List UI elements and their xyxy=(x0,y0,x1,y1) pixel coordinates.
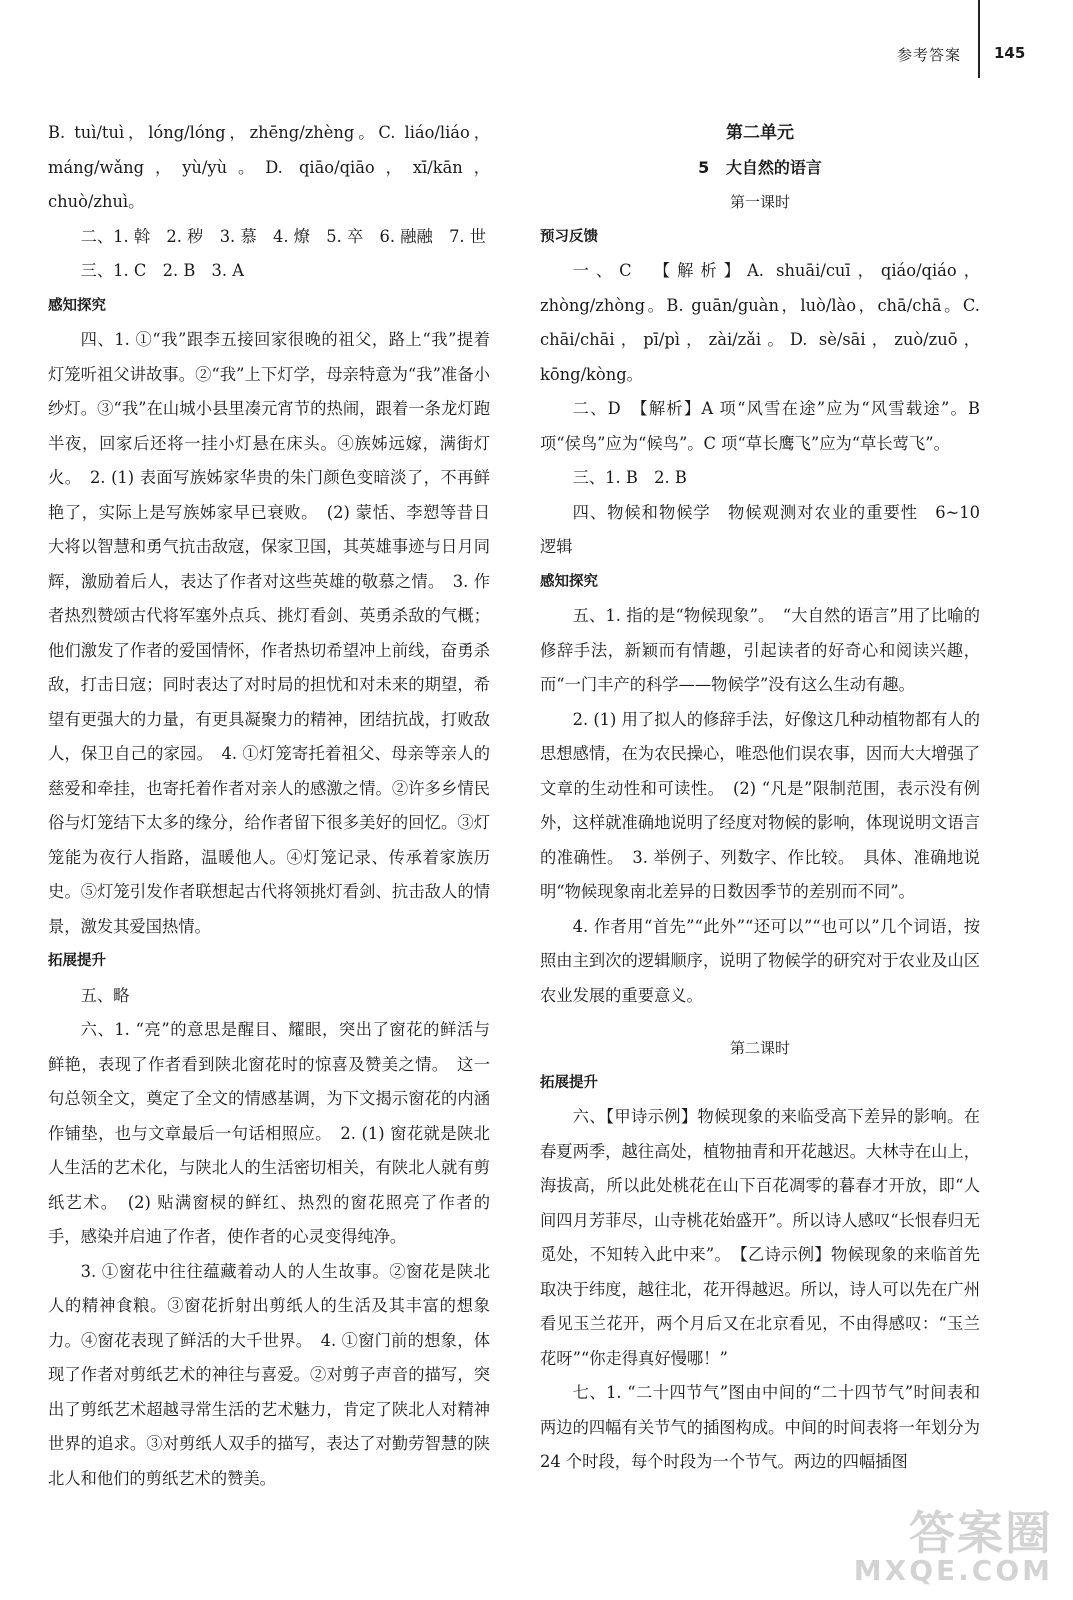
section-heading: 拓展提升 xyxy=(540,1074,598,1091)
watermark-logo xyxy=(813,1506,1053,1590)
section-heading: 感知探究 xyxy=(48,297,106,314)
answer-paragraph: B. tuì/tuì，lóng/lóng，zhēng/zhèng。C. liáo/liáo，máng/wǎng，yù/yù。D. qiāo/qiāo，xī/kān，chuò/zhuì。 xyxy=(48,123,490,211)
section-heading: 感知探究 xyxy=(540,573,598,590)
page-number: 145 xyxy=(994,44,1026,62)
left-column xyxy=(48,116,490,1496)
answer-paragraph: 四、1. ①“我”跟李五接回家很晚的祖父，路上“我”提着灯笼听祖父讲故事。②“我”上下灯学，母亲特意为“我”准备小纱灯。③“我”在山城小县里凑元宵节的热闹，跟着一条龙灯跑半夜，回家后还将一挂小灯悬在床头。④族姊远嫁，满街灯火。 2. (1) 表面写族姊家华贵的朱门颜色变暗淡了，不再鲜艳了，实际上是写族姊家早已衰败。 (2) 蒙恬、李愬等昔日大将以智慧和勇气抗击敌寇，保家卫国，其英雄事迹与日月同辉，激励着后人，表达了作者对这些英雄的敬慕之情。 3. 作者热烈赞颂古代将军塞外点兵、挑灯看剑、英勇杀敌的气概；他们激发了作者的爱国情怀，作者热切希望冲上前线，奋勇杀敌，打击日寇；同时表达了对时局的担忧和对未来的期望，希望有更强大的力量，有更具凝聚力的精神，团结抗战，打败敌人，保卫自己的家园。 4. ①灯笼寄托着祖父、母亲等亲人的慈爱和牵挂，也寄托着作者对亲人的感激之情。②许多乡情民俗与灯笼结下太多的缘分，给作者留下很多美好的回忆。③灯笼能为夜行人指路，温暖他人。④灯笼记录、传承着家族历史。⑤灯笼引发作者联想起古代将领挑灯看剑、抗击敌人的情景，激发其爱国热情。 xyxy=(48,330,490,936)
watermark-url: MXQE.COM xyxy=(853,1554,1053,1587)
answer-paragraph: 二、D 【解析】A 项“风雪在途”应为“风雪载途”。B 项“侯鸟”应为“候鸟”。C 项“草长鹰飞”应为“草长莺飞”。 xyxy=(540,399,980,453)
answer-paragraph: 七、1. “二十四节气”图由中间的“二十四节气”时间表和两边的四幅有关节气的插图构成。中间的时间表将一年划分为 24 个时段，每个时段为一个节气。两边的四幅插图 xyxy=(540,1383,980,1471)
answer-paragraph: 五、略 xyxy=(80,985,130,1005)
right-column xyxy=(540,116,997,1480)
section-heading: 预习反馈 xyxy=(540,228,598,245)
unit-title: 第二单元 xyxy=(726,123,794,143)
lesson-period: 第二课时 xyxy=(729,1039,790,1057)
answer-paragraph: 2. (1) 用了拟人的修辞手法，好像这几种动植物都有人的思想感情，在为农民操心，唯恐他们误农事，因而大大增强了文章的生动性和可读性。 (2) “凡是”限制范围，表示没有例外，这样就准确地说明了经度对物候的影响，体现说明文语言的准确性。 3. 举例子、列数字、作比较。 具体、准确地说明“物候现象南北差异的日数因季节的差别而不同”。 xyxy=(540,709,980,901)
answer-paragraph: 一、C 【解析】A. shuāi/cuī，qiáo/qiáo，zhòng/zhòng。B. guān/guàn，luò/lào，chā/chā。C. chāi/chāi，pī/pì，zài/zǎi。D. sè/sāi，zuò/zuō，kōng/kòng。 xyxy=(540,261,980,384)
answer-paragraph: 3. ①窗花中往往蕴藏着动人的人生故事。②窗花是陕北人的精神食粮。③窗花折射出剪纸人的生活及其丰富的想象力。④窗花表现了鲜活的大千世界。 4. ①窗门前的想象，体现了作者对剪纸艺术的神往与喜爱。②对剪子声音的描写，突出了剪纸艺术超越寻常生活的艺术魅力，肯定了陕北人对精神世界的追求。③对剪纸人双手的描写，表达了对勤劳智慧的陕北人和他们的剪纸艺术的赞美。 xyxy=(48,1261,490,1488)
lesson-number: 5 xyxy=(698,157,710,177)
answer-paragraph: 四、物候和物候学 物候观测对农业的重要性 6~10 逻辑 xyxy=(540,502,997,556)
answer-paragraph: 二、1. 斡 2. 秽 3. 慕 4. 燎 5. 卒 6. 融融 7. 世 xyxy=(80,226,487,246)
lesson-title xyxy=(540,151,980,186)
answer-paragraph: 4. 作者用“首先”“此外”“还可以”“也可以”几个词语，按照由主到次的逻辑顺序，说明了物候学的研究对于农业及山区农业发展的重要意义。 xyxy=(540,916,980,1005)
lesson-name: 大自然的语言 xyxy=(725,157,822,177)
spacer xyxy=(540,1013,980,1031)
answer-paragraph: 六、【甲诗示例】物候现象的来临受高下差异的影响。在春夏两季，越往高处，植物抽青和开花越迟。大林寺在山上，海拔高，所以此处桃花在山下百花凋零的暮春才开放，即“人间四月芳菲尽，山寺桃花始盛开”。所以诗人感叹“长恨春归无觅处，不知转入此中来”。 【乙诗示例】物候现象的来临首先取决于纬度，越往北，花开得越迟。所以，诗人可以先在广州看见玉兰花开，两个月后又在北京看见，不由得感叹：“玉兰花呀”“你走得真好慢哪！” xyxy=(540,1107,980,1368)
lesson-period: 第一课时 xyxy=(729,193,790,211)
header-divider xyxy=(978,0,980,78)
running-title: 参考答案 xyxy=(896,46,961,64)
watermark-text: 答案圈 xyxy=(909,1506,1053,1560)
answer-paragraph: 五、1. 指的是“物候现象”。 “大自然的语言”用了比喻的修辞手法，新颖而有情趣，引起读者的好奇心和阅读兴趣，而“一门丰产的科学——物候学”没有这么生动有趣。 xyxy=(540,606,980,694)
answer-paragraph: 六、1. “亮”的意思是醒目、耀眼，突出了窗花的鲜活与鲜艳，表现了作者看到陕北窗花时的惊喜及赞美之情。 这一句总领全文，奠定了全文的情感基调，为下文揭示窗花的内涵作铺垫，也与文章最后一句话相照应。 2. (1) 窗花就是陕北人生活的艺术化，与陕北人的生活密切相关，有陕北人就有剪纸艺术。 (2) 贴满窗棂的鲜红、热烈的窗花照亮了作者的手，感染并启迪了作者，使作者的心灵变得纯净。 xyxy=(48,1020,490,1246)
section-heading: 拓展提升 xyxy=(48,953,106,969)
answer-paragraph: 三、1. C 2. B 3. A xyxy=(80,261,245,280)
answer-paragraph: 三、1. B 2. B xyxy=(572,468,687,487)
